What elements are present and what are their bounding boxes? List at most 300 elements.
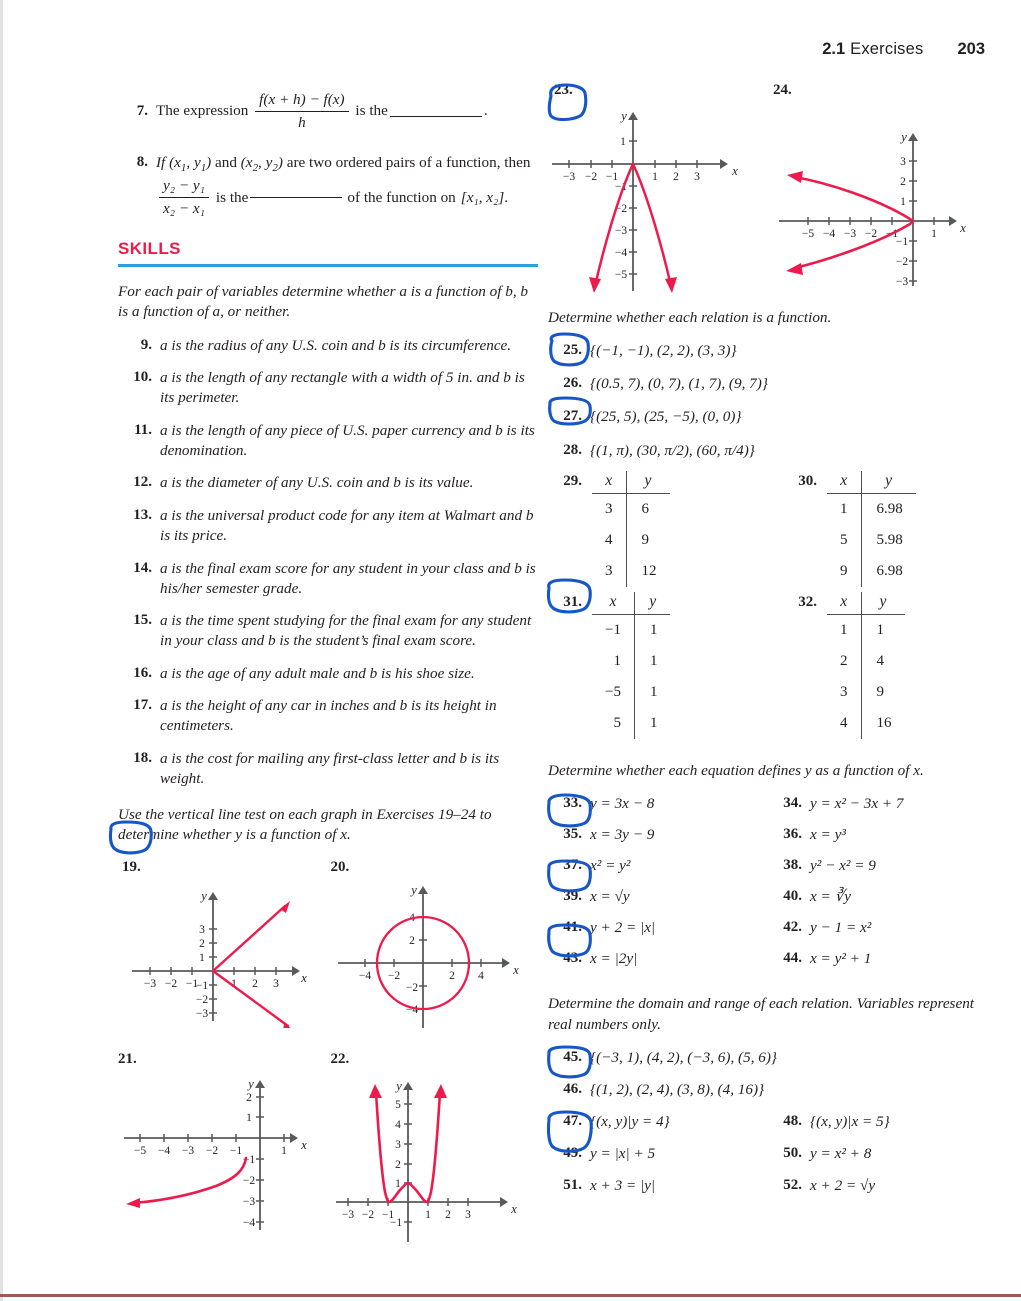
skills-divider: [118, 264, 538, 267]
graph-row-19-20: [118, 859, 538, 1033]
svg-text:−2: −2: [242, 1174, 256, 1187]
svg-text:1: 1: [395, 1177, 402, 1190]
figure-number: 23.: [554, 82, 573, 98]
cell-y: 1: [649, 652, 658, 669]
skills-heading: SKILLS: [118, 239, 181, 259]
problem-7-tail: is the: [355, 102, 388, 120]
relation-list: [548, 341, 988, 460]
equation-row: [548, 949, 988, 980]
table-row: [592, 614, 670, 646]
coordinate-plane: [118, 878, 328, 1028]
table-block-29: [548, 471, 783, 587]
problem-number: 26.: [563, 375, 582, 392]
svg-text:−3: −3: [181, 1144, 195, 1157]
arrowhead: [665, 277, 677, 293]
problem-text: a is the diameter of any U.S. coin and b is its value.: [160, 474, 474, 492]
svg-text:4: 4: [395, 1118, 402, 1131]
svg-text:3: 3: [395, 1138, 402, 1151]
slope-fraction: [159, 176, 209, 219]
cell-y: 5.98: [876, 531, 903, 548]
svg-text:−1: −1: [605, 171, 619, 183]
list-item: [548, 407, 988, 427]
instruction-domain-range: Determine the domain and range of each relation. Variables represent real numbers only.: [548, 995, 975, 1033]
problem-number: 14.: [133, 559, 152, 576]
problem-8-tail2: of the function on: [347, 188, 456, 206]
list-item: [122, 559, 538, 599]
svg-text:−1: −1: [885, 228, 899, 240]
cell-x: 5: [592, 708, 634, 739]
equation-row: [548, 918, 988, 949]
cell-x: 9: [827, 556, 861, 587]
cell-y: 12: [641, 562, 657, 579]
coordinate-plane: [330, 878, 530, 1033]
problem-number: 25.: [563, 342, 582, 359]
relation-text: {(x, y)|x = 5}: [810, 1113, 890, 1131]
figure-number: 19.: [122, 858, 141, 875]
xy-table: [827, 471, 916, 587]
svg-text:−1: −1: [390, 1216, 403, 1229]
problem-body: [156, 153, 538, 219]
svg-text:1: 1: [652, 171, 658, 183]
svg-text:−3: −3: [843, 228, 857, 240]
relation-text: y = |x| + 5: [590, 1145, 656, 1163]
svg-text:−3: −3: [242, 1195, 256, 1208]
column-header-x: x: [592, 592, 634, 615]
svg-text:−5: −5: [801, 228, 815, 240]
cell-x: 3: [592, 556, 626, 587]
cell-y: 1: [649, 683, 658, 700]
problem-number: 48.: [783, 1113, 802, 1130]
list-item: [548, 1176, 768, 1196]
table-header-row: [592, 471, 670, 494]
column-header-y: y: [649, 592, 657, 610]
cell-x: 2: [827, 646, 861, 677]
fraction-denominator: x₂ − x₁: [163, 200, 205, 218]
svg-text:4: 4: [478, 969, 485, 982]
curve: [134, 1158, 246, 1203]
problem-8-line2: [156, 176, 538, 219]
column-header-x: x: [827, 471, 861, 494]
svg-text:−4: −4: [242, 1216, 256, 1229]
problem-list-9-18: [122, 336, 538, 790]
list-item: [548, 1048, 988, 1068]
problem-number: 51.: [563, 1177, 582, 1194]
fraction-numerator: f(x + h) − f(x): [255, 90, 348, 112]
problem-text: a is the age of any adult male and b is his shoe size.: [160, 664, 475, 682]
table-row: [592, 677, 670, 708]
arrowhead: [589, 277, 601, 293]
svg-text:x: x: [301, 1137, 307, 1152]
domain-range-grid: [548, 1048, 988, 1208]
list-item: [548, 441, 988, 461]
table-block-31: [548, 592, 783, 739]
coordinate-plane: [330, 1070, 530, 1245]
equation-text: x = |2y|: [590, 950, 638, 968]
equation-text: y = x² − 3x + 7: [810, 794, 904, 812]
graph-20-plot: [330, 878, 538, 1033]
svg-text:1: 1: [231, 977, 237, 990]
relation-text: {(x, y)|y = 4}: [590, 1113, 670, 1131]
equation-text: x² = y²: [590, 857, 631, 875]
table-row: [592, 708, 670, 739]
list-item: [548, 794, 768, 814]
list-item: [122, 611, 538, 651]
problem-text: a is the radius of any U.S. coin and b is its circumference.: [160, 336, 512, 354]
header-label: Exercises: [850, 40, 924, 58]
list-item: [548, 1144, 768, 1164]
figure-number: 22.: [330, 1050, 350, 1067]
svg-text:−1: −1: [614, 181, 628, 193]
equation-grid: [548, 794, 988, 980]
problem-number: 33.: [563, 794, 582, 811]
cell-y: 6: [641, 500, 649, 517]
svg-text:2: 2: [395, 1158, 402, 1171]
relation-text: x + 3 = |y|: [590, 1177, 656, 1195]
table-row: [827, 677, 905, 708]
svg-text:−3: −3: [562, 171, 576, 183]
problem-text: a is the height of any car in inches and b is its height in centimeters.: [160, 697, 497, 735]
list-item: [768, 1144, 988, 1164]
problem-number: 15.: [133, 612, 152, 629]
svg-text:x: x: [513, 962, 520, 977]
table-row: [827, 556, 916, 587]
problem-number: 35.: [563, 826, 582, 843]
list-item: [548, 825, 768, 845]
svg-text:2: 2: [449, 969, 456, 982]
equation-text: x = 3y − 9: [590, 826, 655, 844]
problem-number: 17.: [133, 697, 152, 714]
cell-x: 1: [592, 646, 634, 677]
svg-text:−3: −3: [342, 1208, 355, 1221]
problem-text: a is the cost for mailing any first-class letter and b is its weight.: [160, 749, 500, 788]
svg-text:5: 5: [395, 1098, 402, 1111]
relation-text: y = x² + 8: [810, 1145, 872, 1163]
svg-text:y: y: [411, 882, 418, 897]
problem-8-tail: is the: [215, 188, 249, 206]
svg-text:−1: −1: [895, 236, 909, 248]
list-item: [768, 918, 988, 938]
cell-x: 4: [592, 525, 626, 556]
svg-text:x: x: [511, 1201, 518, 1216]
list-item: [122, 749, 538, 789]
figure-19: [118, 859, 330, 1033]
column-header-y: y: [879, 592, 887, 610]
problem-number: 45.: [563, 1049, 582, 1066]
list-item: [548, 1080, 988, 1100]
equation-text: y + 2 = |x|: [590, 919, 656, 937]
cell-y: 1: [876, 621, 884, 638]
problem-number: 49.: [563, 1145, 582, 1162]
problem-8-end: .: [504, 188, 509, 206]
difference-quotient-fraction: [255, 90, 348, 133]
list-item: [122, 696, 538, 736]
table-header-row: [827, 471, 916, 494]
svg-text:−2: −2: [895, 256, 909, 268]
arrowhead: [434, 1084, 447, 1098]
graph-24-plot: [773, 121, 988, 291]
list-item: [768, 949, 988, 969]
graph-21-plot: [118, 1070, 330, 1235]
relation-text: {(−3, 1), (4, 2), (−3, 6), (5, 6)}: [590, 1049, 778, 1067]
coordinate-plane: [118, 1070, 328, 1235]
svg-text:−4: −4: [406, 1003, 419, 1016]
svg-text:−4: −4: [359, 969, 372, 982]
table-block-32: [783, 592, 905, 739]
svg-text:x: x: [301, 970, 307, 985]
problem-number: 44.: [783, 950, 802, 967]
svg-text:−5: −5: [614, 269, 628, 281]
svg-text:−2: −2: [864, 228, 878, 240]
equation-text: y = 3x − 8: [590, 794, 655, 812]
xy-table: [592, 592, 670, 739]
svg-text:3: 3: [199, 923, 205, 936]
problem-number: 31.: [563, 593, 582, 610]
list-item: [768, 794, 988, 814]
svg-text:−2: −2: [164, 977, 178, 990]
equation-row: [548, 856, 988, 887]
page-number: 203: [957, 40, 985, 58]
list-item: [548, 856, 768, 876]
cell-x: 5: [827, 525, 861, 556]
list-item: [768, 825, 988, 845]
parabola-curve: [795, 177, 913, 268]
problem-number: 8.: [136, 154, 148, 171]
cell-x: −5: [592, 677, 634, 708]
equation-row: [548, 887, 988, 918]
problem-8-interval: [x₁, x₂]: [460, 188, 505, 206]
list-item: [548, 949, 768, 969]
xy-table: [827, 592, 905, 739]
arrowhead: [787, 171, 803, 183]
svg-text:y: y: [248, 1076, 254, 1091]
list-item: [122, 506, 538, 546]
right-column: [548, 82, 988, 1208]
svg-text:−5: −5: [133, 1144, 147, 1157]
cell-y: 9: [641, 531, 649, 548]
list-item: [122, 664, 538, 684]
instruction-equations: Determine whether each equation defines y as a function of x.: [548, 761, 924, 779]
figure-21: [118, 1051, 330, 1245]
svg-text:4: 4: [409, 911, 416, 924]
arrowhead: [280, 901, 290, 913]
domain-row: [548, 1176, 988, 1208]
cell-y: 6.98: [876, 500, 903, 517]
svg-text:x: x: [960, 221, 966, 235]
svg-text:1: 1: [246, 1111, 252, 1124]
svg-text:−3: −3: [614, 225, 628, 237]
relation-text: {(1, 2), (2, 4), (3, 8), (4, 16)}: [590, 1081, 765, 1099]
table-row: [827, 614, 905, 646]
graph-22-plot: [330, 1070, 538, 1245]
svg-text:y: y: [201, 888, 207, 903]
svg-text:2: 2: [673, 171, 679, 183]
svg-text:2: 2: [409, 934, 416, 947]
svg-text:−2: −2: [195, 993, 209, 1006]
svg-text:x: x: [732, 164, 738, 178]
page-left-edge: [0, 0, 3, 1301]
coordinate-plane: [773, 121, 983, 291]
svg-text:3: 3: [900, 156, 906, 168]
svg-text:−2: −2: [406, 981, 419, 994]
table-row: [592, 646, 670, 677]
column-header-y: y: [644, 471, 652, 489]
svg-text:−1: −1: [185, 977, 199, 990]
graph-19-plot: [118, 878, 330, 1028]
problem-number: 11.: [134, 421, 152, 438]
svg-text:2: 2: [246, 1091, 252, 1104]
problem-7-lead: The expression: [156, 102, 249, 120]
problem-number: 47.: [563, 1113, 582, 1130]
problem-number: 28.: [563, 441, 582, 458]
svg-text:−1: −1: [195, 979, 209, 992]
svg-text:2: 2: [900, 176, 906, 188]
table-row: [827, 493, 916, 525]
list-item: [548, 1112, 768, 1132]
problem-7: [118, 90, 538, 133]
problem-text: a is the length of any rectangle with a width of 5 in. and b is its perimeter.: [160, 369, 525, 407]
relation-text: {(25, 5), (25, −5), (0, 0)}: [590, 408, 742, 426]
table-block-30: [783, 471, 916, 587]
problem-number: 42.: [783, 919, 802, 936]
equation-text: x = y³: [810, 826, 846, 844]
problem-number: 18.: [133, 749, 152, 766]
list-item: [768, 856, 988, 876]
graph-row-21-22: [118, 1051, 538, 1245]
coordinate-plane: [548, 101, 763, 296]
equation-text: x = √y: [590, 888, 630, 906]
svg-text:3: 3: [465, 1208, 472, 1221]
relation-text: x + 2 = √y: [810, 1177, 876, 1195]
table-row: [592, 525, 670, 556]
instruction-relations: Determine whether each relation is a function.: [548, 309, 832, 326]
problem-number: 50.: [783, 1145, 802, 1162]
svg-text:−2: −2: [205, 1144, 219, 1157]
svg-text:−3: −3: [143, 977, 157, 990]
svg-text:−2: −2: [614, 203, 628, 215]
problem-number: 13.: [133, 506, 152, 523]
svg-text:1: 1: [199, 951, 205, 964]
list-item: [768, 1176, 988, 1196]
figure-number: 24.: [773, 82, 792, 98]
cell-y: 4: [876, 652, 884, 669]
table-row: [592, 556, 670, 587]
svg-text:3: 3: [694, 171, 700, 183]
problem-number: 9.: [140, 336, 152, 353]
svg-text:−2: −2: [362, 1208, 375, 1221]
svg-text:−4: −4: [822, 228, 836, 240]
list-item: [548, 918, 768, 938]
problem-text: a is the final exam score for any student in your class and b is his/her semester grade.: [160, 559, 536, 597]
fraction-denominator: h: [298, 114, 306, 132]
graph-row-23-24: [548, 82, 988, 296]
table-header-row: [827, 592, 905, 615]
instruction-function-pairs: For each pair of variables determine whether a is a function of b, b is a function of a, or neither.: [118, 282, 529, 321]
equation-text: y² − x² = 9: [810, 857, 876, 875]
list-item: [768, 1112, 988, 1132]
page-header: [0, 40, 1021, 59]
problem-number: 52.: [783, 1177, 802, 1194]
problem-number: 36.: [783, 826, 802, 843]
list-item: [548, 341, 988, 361]
relation-text: {(−1, −1), (2, 2), (3, 3)}: [590, 342, 737, 360]
list-item: [122, 368, 538, 408]
svg-text:−2: −2: [584, 171, 598, 183]
problem-number: 41.: [563, 919, 582, 936]
problem-number: 34.: [783, 794, 802, 811]
problem-7-end: .: [483, 102, 488, 120]
table-row: [827, 708, 905, 739]
answer-blank[interactable]: [390, 116, 482, 117]
cell-x: 1: [827, 614, 861, 646]
problem-text: a is the universal product code for any item at Walmart and b is its price.: [160, 506, 534, 544]
column-header-y: y: [885, 471, 893, 489]
cell-y: 1: [649, 621, 658, 638]
figure-number: 21.: [118, 1050, 137, 1067]
svg-text:3: 3: [273, 977, 279, 990]
column-header-x: x: [827, 592, 861, 615]
table-row: [827, 525, 916, 556]
problem-number: 27.: [563, 408, 582, 425]
problem-number: 46.: [563, 1081, 582, 1098]
cell-x: 3: [827, 677, 861, 708]
domain-row: [548, 1144, 988, 1176]
cell-y: 16: [876, 714, 892, 731]
list-item: [122, 473, 538, 493]
fraction-numerator: y₂ − y₁: [159, 176, 209, 198]
cell-y: 6.98: [876, 562, 903, 579]
cell-x: 3: [592, 493, 626, 525]
problem-body: [156, 90, 538, 133]
svg-text:1: 1: [931, 228, 937, 240]
svg-text:−3: −3: [195, 1007, 209, 1020]
arrowhead: [786, 263, 803, 275]
list-item: [768, 887, 988, 907]
relation-text: {(0.5, 7), (0, 7), (1, 7), (9, 7)}: [590, 375, 768, 393]
cell-x: −1: [592, 614, 634, 646]
problem-8-line1: If ($x_1$, $y_1$) and ($x_2$, $y_2$) are two ordered pairs of a function, then: [156, 154, 531, 175]
svg-text:−4: −4: [614, 247, 628, 259]
svg-text:1: 1: [620, 136, 626, 148]
svg-text:−2: −2: [388, 969, 401, 982]
cell-x: 4: [827, 708, 861, 739]
list-item: [548, 374, 988, 394]
svg-text:y: y: [901, 130, 907, 144]
problem-number: 37.: [563, 857, 582, 874]
list-item: [122, 336, 538, 356]
xy-table: [592, 471, 670, 587]
domain-row: [548, 1112, 988, 1144]
table-row: [827, 646, 905, 677]
answer-blank[interactable]: [250, 197, 342, 198]
svg-text:−1: −1: [229, 1144, 243, 1157]
cell-y: 9: [876, 683, 884, 700]
equation-row: [548, 825, 988, 856]
svg-text:−1: −1: [242, 1153, 256, 1166]
arrowhead: [126, 1198, 140, 1208]
table-header-row: [592, 592, 670, 615]
figure-24: [773, 82, 988, 296]
list-item: [122, 421, 538, 461]
problem-text: a is the time spent studying for the final exam for any student in your class and b is the student’s final exam score.: [160, 612, 532, 650]
cell-y: 1: [649, 714, 658, 731]
column-header-x: x: [592, 471, 626, 494]
svg-text:y: y: [621, 109, 627, 123]
problem-number: 39.: [563, 888, 582, 905]
problem-number: 12.: [133, 474, 152, 491]
instruction-vertical-line-test: Use the vertical line test on each graph in Exercises 19–24 to determine whether y is a function of x.: [118, 806, 492, 844]
svg-text:−4: −4: [157, 1144, 171, 1157]
equation-row: [548, 794, 988, 825]
